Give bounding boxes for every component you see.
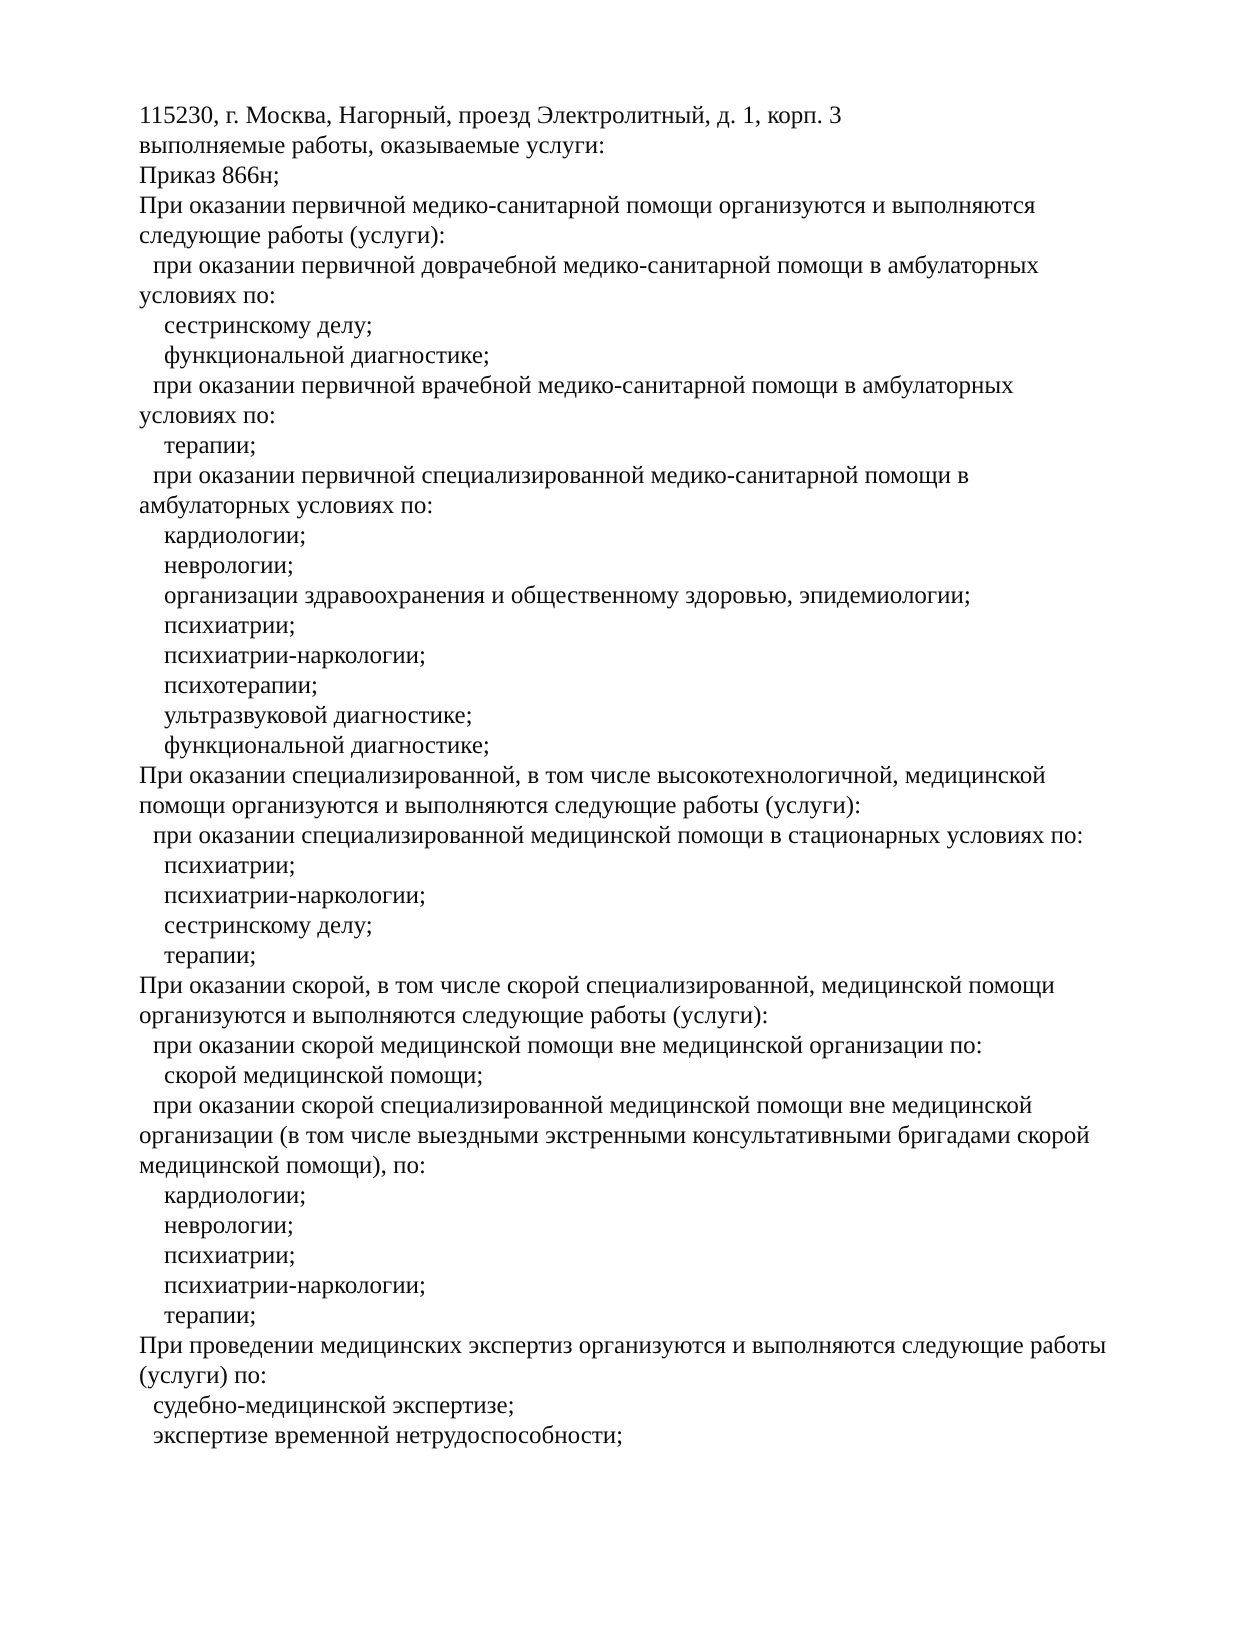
document-line: судебно-медицинской экспертизе; bbox=[153, 1392, 515, 1419]
document-line: при оказании специализированной медицинской помощи в стационарных условиях по: bbox=[153, 822, 1084, 849]
document-line: кардиологии; bbox=[164, 522, 307, 549]
document-line: психиатрии; bbox=[164, 612, 296, 639]
document-line: При проведении медицинских экспертиз организуются и выполняются следующие работы (услуги) по: bbox=[139, 1332, 1107, 1389]
document-line: при оказании первичной доврачебной медико-санитарной помощи в амбулаторных условиях по: bbox=[139, 252, 1039, 309]
address-line: 115230, г. Москва, Нагорный, проезд Электролитный, д. 1, корп. 3 bbox=[139, 102, 842, 129]
document-line: терапии; bbox=[164, 432, 257, 459]
document-line: психиатрии; bbox=[164, 852, 296, 879]
document-line: При оказании первичной медико-санитарной помощи организуются и выполняются следующие работы (услуги): bbox=[139, 192, 1036, 249]
document-line: экспертизе временной нетрудоспособности; bbox=[153, 1422, 624, 1449]
document-line: функциональной диагностике; bbox=[164, 342, 490, 369]
document-line: скорой медицинской помощи; bbox=[164, 1062, 484, 1089]
document-text-block bbox=[139, 101, 1111, 1451]
document-line: сестринскому делу; bbox=[164, 912, 373, 939]
document-line: сестринскому делу; bbox=[164, 312, 373, 339]
document-line: психиатрии; bbox=[164, 1242, 296, 1269]
document-line: кардиологии; bbox=[164, 1182, 307, 1209]
document-line: выполняемые работы, оказываемые услуги: bbox=[139, 132, 606, 159]
document-line: При оказании специализированной, в том числе высокотехнологичной, медицинской помощи организуются и выполняются следующие работы (услуги): bbox=[139, 762, 1046, 819]
document-line: Приказ 866н; bbox=[139, 162, 280, 189]
document-line: ультразвуковой диагностике; bbox=[164, 702, 473, 729]
document-line: организации здравоохранения и общественному здоровью, эпидемиологии; bbox=[164, 582, 971, 609]
document-line: неврологии; bbox=[164, 1212, 294, 1239]
document-line: психиатрии-наркологии; bbox=[164, 882, 426, 909]
document-line: при оказании скорой специализированной медицинской помощи вне медицинской организации (в том числе выездными экстренными консультативными бригадами скорой медицинской помощи), по: bbox=[139, 1092, 1090, 1179]
document-line: терапии; bbox=[164, 1302, 257, 1329]
document-line: При оказании скорой, в том числе скорой специализированной, медицинской помощи организуются и выполняются следующие работы (услуги): bbox=[139, 972, 1055, 1029]
document-line: терапии; bbox=[164, 942, 257, 969]
document-line: психиатрии-наркологии; bbox=[164, 642, 426, 669]
document-line: при оказании первичной врачебной медико-санитарной помощи в амбулаторных условиях по: bbox=[139, 372, 1014, 429]
document-line: функциональной диагностике; bbox=[164, 732, 490, 759]
document-line: психиатрии-наркологии; bbox=[164, 1272, 426, 1299]
document-line: при оказании скорой медицинской помощи вне медицинской организации по: bbox=[153, 1032, 983, 1059]
document-line: психотерапии; bbox=[164, 672, 318, 699]
document-line: при оказании первичной специализированной медико-санитарной помощи в амбулаторных условиях по: bbox=[139, 462, 970, 519]
document-line: неврологии; bbox=[164, 552, 294, 579]
